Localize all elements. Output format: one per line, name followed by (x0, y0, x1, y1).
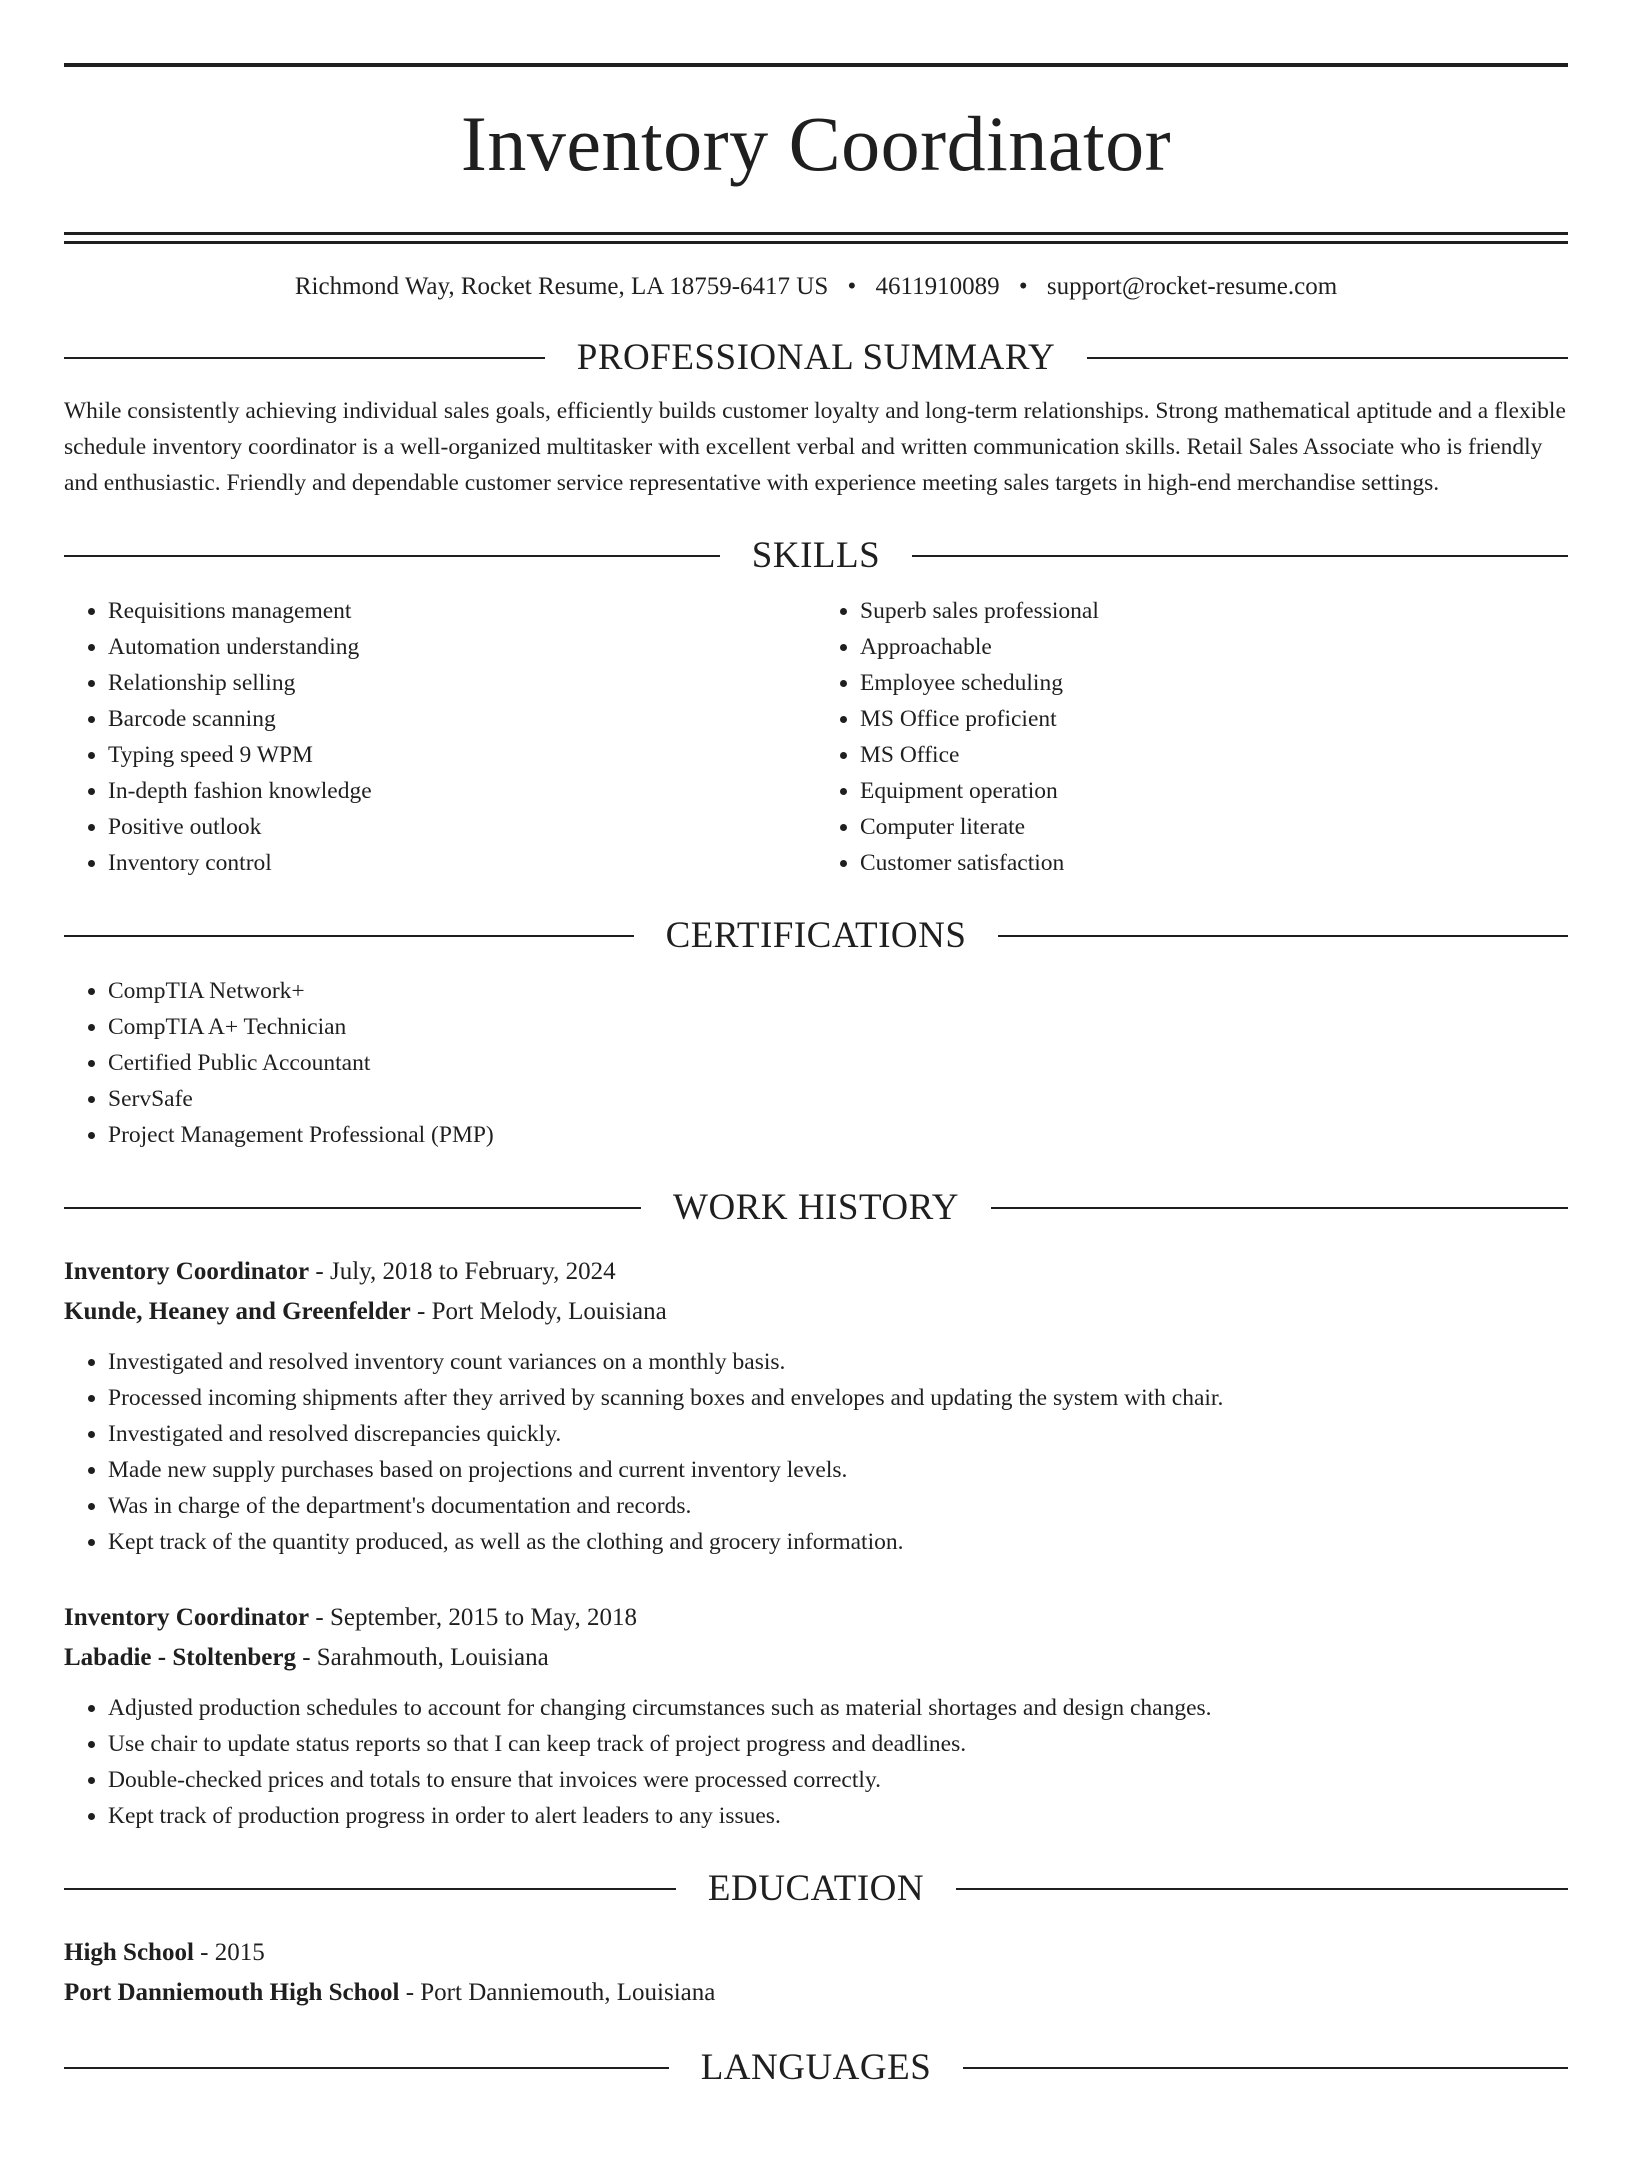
job-bullets (64, 1690, 1568, 1834)
divider-line (64, 357, 545, 359)
job-company-line (64, 1638, 1568, 1678)
skills-list-left (64, 593, 816, 881)
job-title-line (64, 1598, 1568, 1638)
job-bullet: • Use chair to update status reports so that I can keep track of project progress and deadlines. (108, 1726, 1568, 1762)
divider-line (998, 935, 1568, 937)
education-school-line (64, 1973, 1568, 2013)
skill-item: • Inventory control (108, 845, 816, 881)
contact-separator: • (847, 273, 857, 300)
skill-item: • Computer literate (860, 809, 1568, 845)
divider-line (1087, 357, 1568, 359)
resume-title: Inventory Coordinator (460, 100, 1172, 187)
job-bullet: • Kept track of the quantity produced, as well as the clothing and grocery information. (108, 1524, 1568, 1560)
skill-item: • Requisitions management (108, 593, 816, 629)
skill-item: • MS Office proficient (860, 701, 1568, 737)
skill-item: • Typing speed 9 WPM (108, 737, 816, 773)
certification-item: • CompTIA A+ Technician (108, 1009, 1568, 1045)
section-title-work-history: WORK HISTORY (673, 1187, 959, 1228)
divider-line (64, 935, 634, 937)
job-title: Inventory Coordinator (64, 1258, 310, 1285)
skill-item: • Automation understanding (108, 629, 816, 665)
skill-item: • MS Office (860, 737, 1568, 773)
education-location: - Port Danniemouth, Louisiana (399, 1979, 716, 2006)
skill-item: • Relationship selling (108, 665, 816, 701)
job-company: Labadie - Stoltenberg (64, 1644, 296, 1671)
section-title-skills: SKILLS (751, 535, 881, 576)
job-entry (64, 1252, 1568, 1560)
certification-item: • Certified Public Accountant (108, 1045, 1568, 1081)
job-bullet: • Made new supply purchases based on projections and current inventory levels. (108, 1452, 1568, 1488)
job-title: Inventory Coordinator (64, 1604, 310, 1631)
job-bullet: • Double-checked prices and totals to ensure that invoices were processed correctly. (108, 1762, 1568, 1798)
job-bullet: • Processed incoming shipments after they arrived by scanning boxes and envelopes and updating the system with chair. (108, 1380, 1568, 1416)
contact-line (64, 271, 1568, 303)
skill-item: • In-depth fashion knowledge (108, 773, 816, 809)
divider-line (64, 1207, 641, 1209)
divider-line (963, 2067, 1568, 2069)
education-school: Port Danniemouth High School (64, 1979, 400, 2006)
section-header-work-history (64, 1186, 1568, 1230)
job-dates: - September, 2015 to May, 2018 (309, 1604, 638, 1631)
education-degree-line (64, 1933, 1568, 1973)
job-title-line (64, 1252, 1568, 1292)
certification-item: • Project Management Professional (PMP) (108, 1117, 1568, 1153)
skill-item: • Barcode scanning (108, 701, 816, 737)
job-location: - Port Melody, Louisiana (410, 1298, 667, 1325)
resume-page (0, 63, 1632, 2175)
skill-item: • Positive outlook (108, 809, 816, 845)
job-company: Kunde, Heaney and Greenfelder (64, 1298, 411, 1325)
section-title-education: EDUCATION (707, 1868, 925, 1909)
divider-line (64, 1888, 676, 1890)
contact-address: Richmond Way, Rocket Resume, LA 18759-6417 US (294, 273, 829, 300)
job-bullet: • Was in charge of the department's documentation and records. (108, 1488, 1568, 1524)
certification-item: • CompTIA Network+ (108, 973, 1568, 1009)
skill-item: • Customer satisfaction (860, 845, 1568, 881)
job-bullet: • Adjusted production schedules to account for changing circumstances such as material shortages and design changes. (108, 1690, 1568, 1726)
section-header-summary (64, 336, 1568, 380)
divider-line (64, 2067, 669, 2069)
section-title-languages: LANGUAGES (700, 2047, 932, 2088)
skills-columns (64, 593, 1568, 881)
skill-item: • Employee scheduling (860, 665, 1568, 701)
divider-line (64, 555, 720, 557)
certifications-list (64, 973, 1568, 1153)
education-degree: High School (64, 1939, 194, 1966)
job-bullet: • Kept track of production progress in order to alert leaders to any issues. (108, 1798, 1568, 1834)
summary-text: While consistently achieving individual sales goals, efficiently builds customer loyalty and long-term relationships. Strong mathematical aptitude and a flexible schedule inventory coordinator is a well-organized multitasker with excellent verbal and written communication skills. Retail Sales Associate who is friendly and enthusiastic. Friendly and dependable customer service representative with experience meeting sales targets in high-end merchandise settings. (64, 398, 1566, 496)
skill-item: • Approachable (860, 629, 1568, 665)
job-location: - Sarahmouth, Louisiana (295, 1644, 549, 1671)
contact-separator: • (1018, 273, 1028, 300)
title-double-rule (64, 232, 1568, 244)
job-bullet: • Investigated and resolved inventory count variances on a monthly basis. (108, 1344, 1568, 1380)
skill-item: • Equipment operation (860, 773, 1568, 809)
section-header-skills (64, 534, 1568, 578)
top-rule (64, 63, 1568, 67)
skills-list-right (816, 593, 1568, 881)
divider-line (991, 1207, 1568, 1209)
contact-email: support@rocket-resume.com (1046, 273, 1338, 300)
job-bullets (64, 1344, 1568, 1560)
job-dates: - July, 2018 to February, 2024 (309, 1258, 616, 1285)
job-entry (64, 1598, 1568, 1834)
section-title-summary: PROFESSIONAL SUMMARY (576, 337, 1056, 378)
skill-item: • Superb sales professional (860, 593, 1568, 629)
section-header-certifications (64, 914, 1568, 958)
divider-line (912, 555, 1568, 557)
certification-item: • ServSafe (108, 1081, 1568, 1117)
job-company-line (64, 1292, 1568, 1332)
job-bullet: • Investigated and resolved discrepancies quickly. (108, 1416, 1568, 1452)
section-title-certifications: CERTIFICATIONS (665, 915, 967, 956)
education-year: - 2015 (193, 1939, 265, 1966)
divider-line (956, 1888, 1568, 1890)
section-header-education (64, 1867, 1568, 1911)
section-header-languages (64, 2046, 1568, 2090)
contact-phone: 4611910089 (875, 273, 1000, 300)
education-entry (64, 1933, 1568, 2013)
